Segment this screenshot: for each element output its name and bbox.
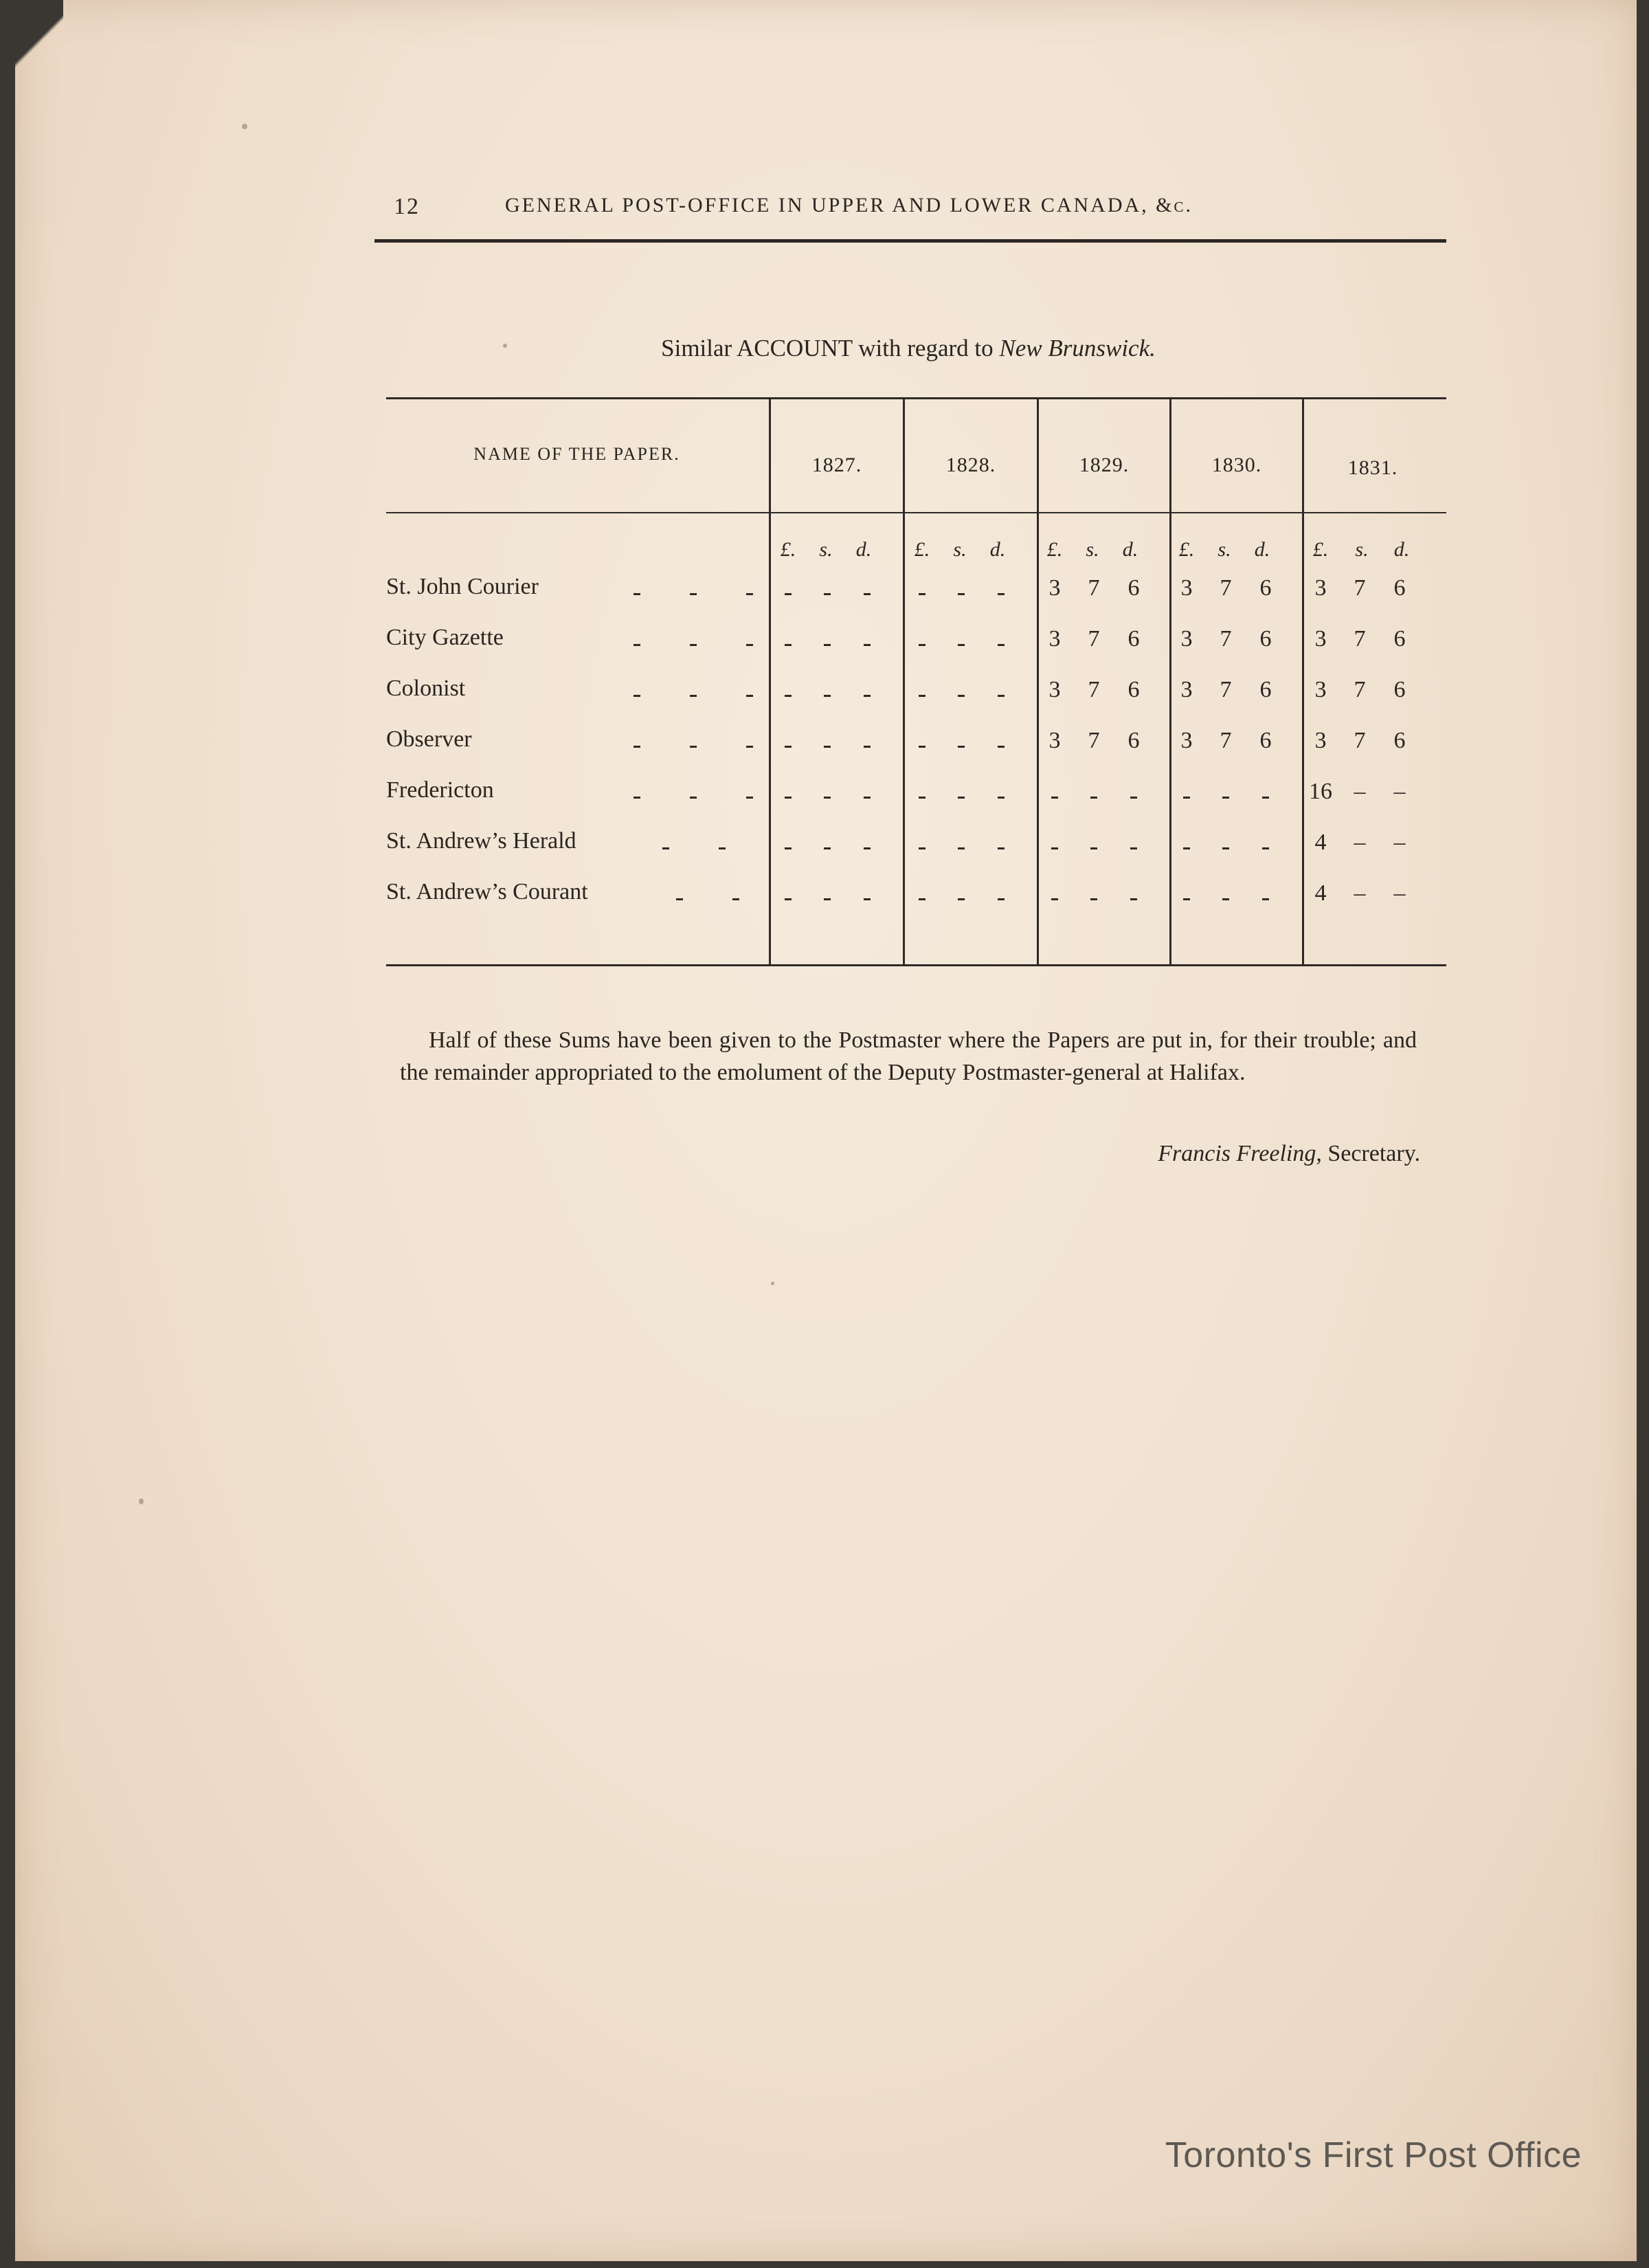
unit-pence: d. bbox=[989, 538, 1006, 561]
leader-dash bbox=[746, 797, 753, 799]
unit-pence: d. bbox=[1122, 538, 1138, 561]
leader-dash bbox=[690, 644, 697, 646]
paper-name: Colonist bbox=[386, 676, 466, 701]
empty-cell-dash bbox=[1090, 797, 1097, 799]
empty-cell-dash bbox=[824, 593, 831, 595]
amount-value: 6 bbox=[1393, 626, 1406, 652]
year-header-1829: 1829. bbox=[1079, 454, 1130, 476]
amount-value: 6 bbox=[1259, 677, 1272, 702]
amount-value: 3 bbox=[1314, 677, 1327, 702]
amount-value: 3 bbox=[1180, 728, 1193, 753]
caption-prefix: Similar ACCOUNT with regard to bbox=[661, 335, 994, 362]
empty-cell-dash bbox=[1090, 847, 1097, 849]
amount-value: – bbox=[1393, 779, 1406, 804]
unit-pence: d. bbox=[1254, 538, 1270, 561]
amount-value: 6 bbox=[1393, 677, 1406, 702]
header-rule bbox=[374, 239, 1446, 243]
leader-dash bbox=[746, 593, 753, 595]
empty-cell-dash bbox=[1130, 898, 1137, 900]
amount-value: – bbox=[1393, 830, 1406, 855]
empty-cell-dash bbox=[919, 695, 926, 697]
empty-cell-dash bbox=[919, 644, 926, 646]
empty-cell-dash bbox=[998, 797, 1005, 799]
leader-dash bbox=[690, 797, 697, 799]
empty-cell-dash bbox=[1090, 898, 1097, 900]
empty-cell-dash bbox=[864, 593, 871, 595]
paper-name: St. Andrew’s Courant bbox=[386, 879, 588, 904]
table-row bbox=[386, 574, 1446, 615]
table-caption bbox=[386, 335, 1431, 362]
empty-cell-dash bbox=[919, 797, 926, 799]
watermark-text: Toronto's First Post Office bbox=[1165, 2135, 1582, 2175]
leader-dash bbox=[690, 746, 697, 748]
empty-cell-dash bbox=[958, 695, 965, 697]
empty-cell-dash bbox=[1262, 797, 1269, 799]
document-page bbox=[15, 0, 1637, 2261]
amount-value: – bbox=[1393, 880, 1406, 906]
amount-value: 3 bbox=[1048, 575, 1061, 601]
unit-shillings: s. bbox=[953, 538, 967, 561]
empty-cell-dash bbox=[785, 695, 792, 697]
amount-value: 7 bbox=[1220, 626, 1232, 652]
table-row bbox=[386, 726, 1446, 768]
empty-cell-dash bbox=[1222, 797, 1229, 799]
unit-pence: d. bbox=[1393, 538, 1410, 561]
empty-cell-dash bbox=[1183, 847, 1190, 849]
empty-cell-dash bbox=[785, 644, 792, 646]
empty-cell-dash bbox=[824, 644, 831, 646]
paper-name: Fredericton bbox=[386, 777, 494, 803]
amount-value: 3 bbox=[1048, 677, 1061, 702]
empty-cell-dash bbox=[864, 797, 871, 799]
empty-cell-dash bbox=[958, 593, 965, 595]
amount-value: 3 bbox=[1314, 626, 1327, 652]
amount-value: 6 bbox=[1259, 626, 1272, 652]
amount-value: 7 bbox=[1354, 575, 1366, 601]
table-row bbox=[386, 777, 1446, 819]
empty-cell-dash bbox=[824, 746, 831, 748]
amount-value: 7 bbox=[1220, 575, 1232, 601]
amount-value: 7 bbox=[1220, 728, 1232, 753]
empty-cell-dash bbox=[785, 847, 792, 849]
amount-value: 3 bbox=[1180, 575, 1193, 601]
empty-cell-dash bbox=[958, 644, 965, 646]
empty-cell-dash bbox=[785, 898, 792, 900]
amount-value: 7 bbox=[1354, 728, 1366, 753]
amount-value: 16 bbox=[1309, 779, 1332, 804]
amount-value: – bbox=[1354, 830, 1366, 855]
leader-dash bbox=[662, 847, 669, 849]
empty-cell-dash bbox=[785, 797, 792, 799]
empty-cell-dash bbox=[958, 847, 965, 849]
amount-value: 3 bbox=[1314, 575, 1327, 601]
empty-cell-dash bbox=[958, 746, 965, 748]
leader-dash bbox=[633, 797, 640, 799]
paper-name: City Gazette bbox=[386, 625, 504, 650]
signature-name: Francis Freeling, bbox=[1158, 1141, 1322, 1166]
empty-cell-dash bbox=[998, 695, 1005, 697]
paper-name: St. John Courier bbox=[386, 574, 539, 599]
running-title: GENERAL POST-OFFICE IN UPPER AND LOWER CANADA, &c. bbox=[505, 194, 1193, 216]
leader-dash bbox=[633, 593, 640, 595]
leader-dash bbox=[633, 746, 640, 748]
amount-value: – bbox=[1354, 880, 1366, 906]
year-header-1830: 1830. bbox=[1211, 454, 1262, 476]
amount-value: 6 bbox=[1128, 575, 1140, 601]
amount-value: 6 bbox=[1128, 626, 1140, 652]
amount-value: 3 bbox=[1180, 626, 1193, 652]
leader-dash bbox=[690, 593, 697, 595]
amount-value: 6 bbox=[1393, 575, 1406, 601]
empty-cell-dash bbox=[1051, 847, 1058, 849]
amount-value: 7 bbox=[1088, 728, 1100, 753]
empty-cell-dash bbox=[919, 847, 926, 849]
empty-cell-dash bbox=[1262, 898, 1269, 900]
empty-cell-dash bbox=[1183, 797, 1190, 799]
leader-dash bbox=[633, 695, 640, 697]
amount-value: 3 bbox=[1048, 626, 1061, 652]
amount-value: 6 bbox=[1259, 575, 1272, 601]
empty-cell-dash bbox=[998, 847, 1005, 849]
empty-cell-dash bbox=[1130, 797, 1137, 799]
empty-cell-dash bbox=[785, 746, 792, 748]
unit-shillings: s. bbox=[1355, 538, 1369, 561]
amount-value: 6 bbox=[1393, 728, 1406, 753]
foxing-spot bbox=[771, 1282, 774, 1285]
empty-cell-dash bbox=[864, 695, 871, 697]
amount-value: 7 bbox=[1220, 677, 1232, 702]
amount-value: 6 bbox=[1259, 728, 1272, 753]
year-header-1831: 1831. bbox=[1347, 456, 1398, 479]
leader-dash bbox=[732, 898, 739, 900]
leader-dash bbox=[746, 644, 753, 646]
empty-cell-dash bbox=[958, 898, 965, 900]
amount-value: 7 bbox=[1354, 626, 1366, 652]
amount-value: 4 bbox=[1314, 880, 1327, 906]
empty-cell-dash bbox=[1130, 847, 1137, 849]
empty-cell-dash bbox=[1222, 847, 1229, 849]
unit-shillings: s. bbox=[1086, 538, 1099, 561]
page-number: 12 bbox=[394, 194, 420, 219]
amount-value: 3 bbox=[1314, 728, 1327, 753]
empty-cell-dash bbox=[1051, 797, 1058, 799]
empty-cell-dash bbox=[1222, 898, 1229, 900]
unit-pounds: £. bbox=[1312, 538, 1329, 561]
empty-cell-dash bbox=[864, 644, 871, 646]
amount-value: 6 bbox=[1128, 677, 1140, 702]
unit-pounds: £. bbox=[914, 538, 930, 561]
empty-cell-dash bbox=[864, 898, 871, 900]
paper-name: St. Andrew’s Herald bbox=[386, 828, 576, 854]
caption-place: New Brunswick. bbox=[999, 335, 1156, 362]
account-table bbox=[386, 397, 1446, 975]
signature bbox=[840, 1141, 1420, 1167]
amount-value: 7 bbox=[1088, 575, 1100, 601]
table-row bbox=[386, 625, 1446, 666]
leader-dash bbox=[676, 898, 683, 900]
leader-dash bbox=[719, 847, 726, 849]
unit-pounds: £. bbox=[780, 538, 796, 561]
empty-cell-dash bbox=[824, 797, 831, 799]
empty-cell-dash bbox=[1262, 847, 1269, 849]
empty-cell-dash bbox=[919, 746, 926, 748]
empty-cell-dash bbox=[824, 847, 831, 849]
empty-cell-dash bbox=[824, 898, 831, 900]
empty-cell-dash bbox=[998, 898, 1005, 900]
table-header-rule bbox=[386, 512, 1446, 513]
amount-value: 7 bbox=[1354, 677, 1366, 702]
empty-cell-dash bbox=[998, 644, 1005, 646]
empty-cell-dash bbox=[919, 593, 926, 595]
leader-dash bbox=[746, 746, 753, 748]
empty-cell-dash bbox=[864, 746, 871, 748]
empty-cell-dash bbox=[1183, 898, 1190, 900]
year-header-1828: 1828. bbox=[945, 454, 996, 476]
empty-cell-dash bbox=[998, 746, 1005, 748]
signature-title: Secretary. bbox=[1327, 1141, 1420, 1166]
amount-value: 7 bbox=[1088, 677, 1100, 702]
amount-value: 3 bbox=[1048, 728, 1061, 753]
unit-shillings: s. bbox=[1218, 538, 1231, 561]
table-row bbox=[386, 828, 1446, 869]
empty-cell-dash bbox=[919, 898, 926, 900]
amount-value: 7 bbox=[1088, 626, 1100, 652]
amount-value: – bbox=[1354, 779, 1366, 804]
empty-cell-dash bbox=[824, 695, 831, 697]
unit-pounds: £. bbox=[1046, 538, 1063, 561]
explanatory-note: Half of these Sums have been given to the Postmaster where the Papers are put in, for their trouble; and the remainder appropriated to the emolument of the Deputy Postmaster-general at Halifax. bbox=[400, 1027, 1417, 1085]
unit-pence: d. bbox=[855, 538, 872, 561]
amount-value: 3 bbox=[1180, 677, 1193, 702]
empty-cell-dash bbox=[958, 797, 965, 799]
amount-value: 6 bbox=[1128, 728, 1140, 753]
table-bottom-rule bbox=[386, 964, 1446, 966]
table-row bbox=[386, 879, 1446, 920]
empty-cell-dash bbox=[864, 847, 871, 849]
name-column-header: NAME OF THE PAPER. bbox=[473, 444, 680, 464]
running-head bbox=[374, 191, 1446, 239]
empty-cell-dash bbox=[785, 593, 792, 595]
unit-pounds: £. bbox=[1178, 538, 1195, 561]
leader-dash bbox=[633, 644, 640, 646]
empty-cell-dash bbox=[998, 593, 1005, 595]
paper-name: Observer bbox=[386, 726, 472, 752]
foxing-spot bbox=[242, 124, 247, 129]
leader-dash bbox=[690, 695, 697, 697]
leader-dash bbox=[746, 695, 753, 697]
table-row bbox=[386, 676, 1446, 717]
table-top-rule bbox=[386, 397, 1446, 399]
amount-value: 4 bbox=[1314, 830, 1327, 855]
year-header-1827: 1827. bbox=[811, 454, 862, 476]
foxing-spot bbox=[139, 1498, 144, 1504]
unit-shillings: s. bbox=[819, 538, 833, 561]
empty-cell-dash bbox=[1051, 898, 1058, 900]
